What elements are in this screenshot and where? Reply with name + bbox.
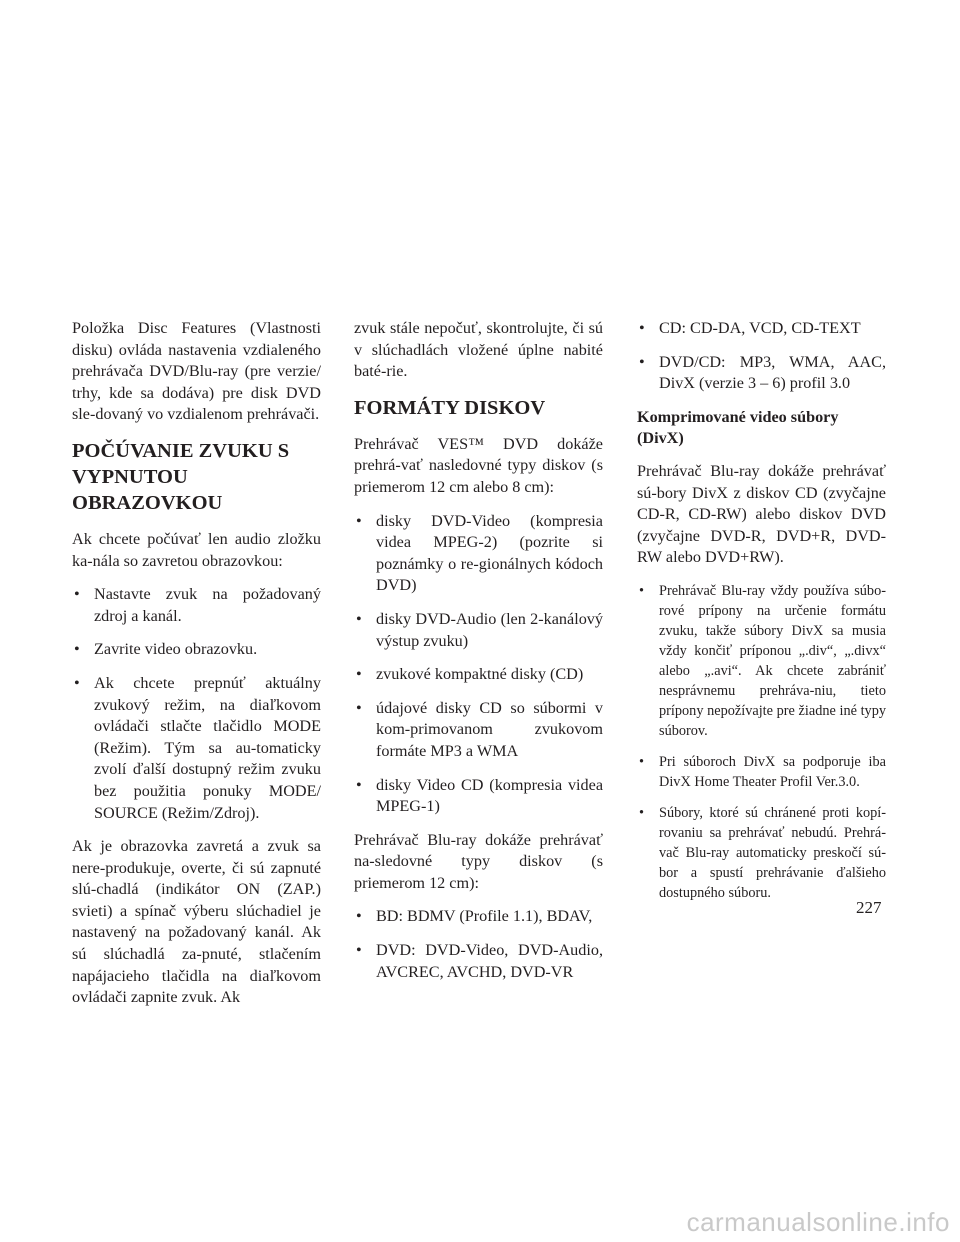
list-item-text: disky DVD-Audio (len 2-kanálový výstup zvuku) <box>376 609 603 650</box>
list-item <box>637 318 886 340</box>
section-heading-disc-formats: FORMÁTY DISKOV <box>354 396 546 419</box>
divx-notes-list <box>637 581 886 903</box>
list-item-text: CD: CD-DA, VCD, CD-TEXT <box>659 319 861 337</box>
list-item <box>354 511 603 597</box>
list-item <box>354 775 603 818</box>
bullet-icon: • <box>74 585 80 604</box>
list-item-text: DVD: DVD-Video, DVD-Audio, AVCREC, AVCHD, DVD-VR <box>376 941 603 981</box>
bullet-icon: • <box>356 665 362 684</box>
list-item-text: údajové disky CD so súbormi v kom-primovanom zvukovom formáte MP3 a WMA <box>376 698 603 760</box>
list-item-text: Prehrávač Blu-ray vždy používa súbo-rové prípony na určenie formátu zvuku, takže súbory DivX sa musia vždy končiť príponou „.div“, „.divx“ alebo „.avi“. Ak chcete zabrániť nesprávnemu prehráva-niu, tieto prípony nepožívajte pre žiadne iné typy súborov. <box>659 582 886 739</box>
list-item <box>72 639 321 661</box>
watermark-text: carmanualsonline.info <box>686 1207 950 1237</box>
bullet-icon: • <box>639 753 645 770</box>
list-item <box>637 803 886 903</box>
list-item-text: zvukové kompaktné disky (CD) <box>376 665 584 684</box>
continuation-paragraph: zvuk stále nepočuť, skontrolujte, či sú v slúchadlách vložené úplne nabité baté-rie. <box>354 319 603 381</box>
bullet-icon: • <box>639 352 645 371</box>
bullet-icon: • <box>356 609 362 628</box>
bullet-icon: • <box>356 698 362 717</box>
list-item <box>354 940 603 983</box>
bullet-icon: • <box>356 775 362 794</box>
list-item <box>637 352 886 395</box>
bluray-disc-types-list <box>354 906 603 983</box>
list-item-text: Ak chcete prepnúť aktuálny zvukový režim, na diaľkovom ovládači stlačte tlačidlo MODE (Režim). Tým sa au-tomaticky zvolí ďalší dostupný režim zvuku bez použitia ponuky MODE/ SOURCE (Režim/Zdroj). <box>94 673 321 822</box>
bullet-icon: • <box>639 582 645 599</box>
subheading-divx: Komprimované video súbory (DivX) <box>637 407 839 448</box>
bullet-icon: • <box>639 804 645 821</box>
list-item-text: Nastavte zvuk na požadovaný zdroj a kanál. <box>94 585 321 625</box>
bullet-icon: • <box>356 941 362 960</box>
list-item <box>72 673 321 824</box>
list-item-text: Zavrite video obrazovku. <box>94 640 258 659</box>
list-item-text: Súbory, ktoré sú chránené proti kopí-rovaniu sa prehrávať nebudú. Prehrá-vač Blu-ray automaticky preskočí sú-bor a spustí prehrávanie ďalšieho dostupného súboru. <box>659 804 886 901</box>
bluray-player-lead: Prehrávač Blu-ray dokáže prehrávať na-sledovné typy diskov (s priemerom 12 cm): <box>354 830 603 892</box>
column-middle <box>354 318 603 995</box>
dvd-disc-types-list <box>354 511 603 818</box>
bullet-icon: • <box>74 673 80 692</box>
list-item-text: disky Video CD (kompresia videa MPEG-1) <box>376 775 603 816</box>
list-item <box>354 664 603 686</box>
bullet-icon: • <box>74 640 80 659</box>
list-item-text: BD: BDMV (Profile 1.1), BDAV, <box>376 907 593 926</box>
bullet-icon: • <box>639 319 645 337</box>
list-item <box>354 609 603 652</box>
closing-paragraph: Ak je obrazovka zavretá a zvuk sa nere-produkuje, overte, či sú zapnuté slú-chadlá (indikátor ON (ZAP.) svieti) a spínač výberu slúchadiel je nastavený na požadovaný kanál. Ak sú slúchadlá za-pnuté, stlačením napájacieho tlačidla na diaľkovom ovládači zapnite zvuk. Ak <box>72 837 321 1007</box>
intro-paragraph: Položka Disc Features (Vlastnosti disku) ovláda nastavenia vzdialeného prehrávača DVD/Blu-ray (pre verzie/ trhy, kde sa dodáva) pre disk DVD sle-dovaný vo vzdialenom prehrávači. <box>72 319 321 424</box>
section-heading-audio-only: POČÚVANIE ZVUKU S VYPNUTOU OBRAZOVKOU <box>72 439 290 514</box>
bullet-icon: • <box>356 907 362 926</box>
divx-lead-paragraph: Prehrávač Blu-ray dokáže prehrávať sú-bory DivX z diskov CD (zvyčajne CD-R, CD-RW) alebo diskov DVD (zvyčajne DVD-R, DVD+R, DVD-RW alebo DVD+RW). <box>637 461 886 567</box>
list-item <box>354 906 603 928</box>
dvd-player-lead: Prehrávač VES™ DVD dokáže prehrá-vať nasledovné typy diskov (s priemerom 12 cm alebo 8 cm): <box>354 434 603 496</box>
list-item <box>637 581 886 741</box>
list-item <box>637 752 886 792</box>
list-item-text: DVD/CD: MP3, WMA, AAC, DivX (verzie 3 – 6) profil 3.0 <box>659 352 886 393</box>
bullet-icon: • <box>356 511 362 530</box>
audio-steps-list <box>72 584 321 824</box>
column-right <box>637 318 886 914</box>
list-item-text: disky DVD-Video (kompresia videa MPEG-2) (pozrite si poznámky o re-gionálnych kódoch DVD) <box>376 511 603 595</box>
bluray-disc-types-list-cont <box>637 318 886 395</box>
list-item <box>354 698 603 763</box>
list-item <box>72 584 321 627</box>
list-item-text: Pri súboroch DivX sa podporuje iba DivX Home Theater Profil Ver.3.0. <box>659 753 886 790</box>
column-left <box>72 318 321 1021</box>
page-number: 227 <box>856 898 882 917</box>
audio-lead-paragraph: Ak chcete počúvať len audio zložku ka-nála so zavretou obrazovkou: <box>72 529 321 570</box>
